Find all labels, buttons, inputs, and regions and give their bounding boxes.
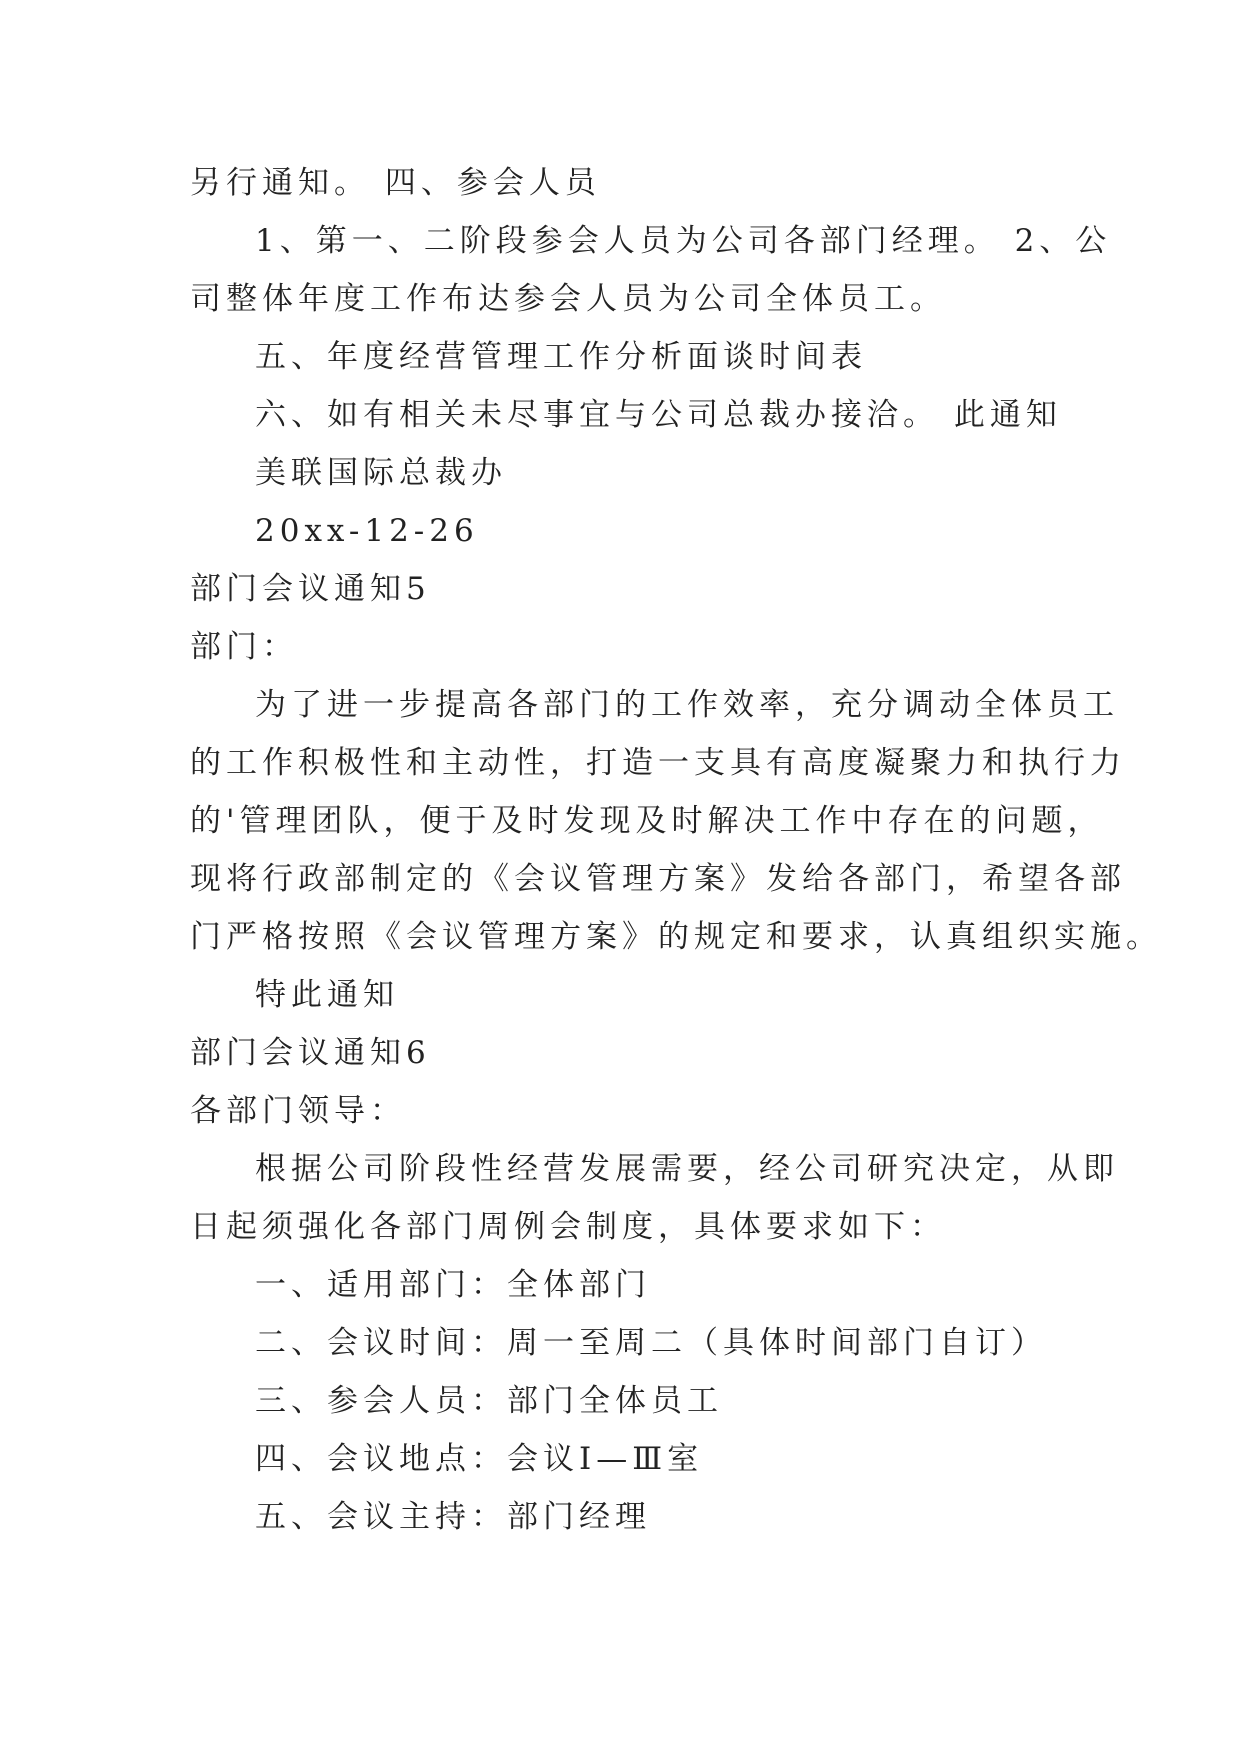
text-line: 现将行政部制定的《会议管理方案》发给各部门，希望各部 <box>190 861 1126 897</box>
text-line: 六、如有相关未尽事宜与公司总裁办接洽。 此通知 <box>255 397 1062 433</box>
list-item: 三、参会人员：部门全体员工 <box>255 1383 723 1419</box>
list-item: 一、适用部门：全体部门 <box>255 1267 651 1303</box>
salutation: 各部门领导： <box>190 1093 406 1129</box>
text-line: 1、第一、二阶段参会人员为公司各部门经理。 2、公 <box>255 223 1112 259</box>
section-title: 部门会议通知6 <box>190 1035 431 1071</box>
text-line: 门严格按照《会议管理方案》的规定和要求，认真组织实施。 <box>190 919 1162 955</box>
text-line: 为了进一步提高各部门的工作效率，充分调动全体员工 <box>255 687 1119 723</box>
text-line: 日起须强化各部门周例会制度，具体要求如下： <box>190 1209 946 1245</box>
text-line: 另行通知。 四、参会人员 <box>190 165 601 201</box>
text-line: 五、年度经营管理工作分析面谈时间表 <box>255 339 867 375</box>
text-line: 司整体年度工作布达参会人员为公司全体员工。 <box>190 281 946 317</box>
list-item: 五、会议主持：部门经理 <box>255 1499 651 1535</box>
section-title: 部门会议通知5 <box>190 571 431 607</box>
text-line: 的'管理团队，便于及时发现及时解决工作中存在的问题， <box>190 803 1104 839</box>
text-line: 根据公司阶段性经营发展需要，经公司研究决定，从即 <box>255 1151 1119 1187</box>
salutation: 部门： <box>190 629 298 665</box>
closing-line: 特此通知 <box>255 977 399 1013</box>
signature-org: 美联国际总裁办 <box>255 455 507 491</box>
list-item: 二、会议时间：周一至周二（具体时间部门自订） <box>255 1325 1047 1361</box>
signature-date: 20xx-12-26 <box>255 513 479 549</box>
list-item: 四、会议地点：会议Ⅰ—Ⅲ室 <box>255 1441 704 1477</box>
text-line: 的工作积极性和主动性，打造一支具有高度凝聚力和执行力 <box>190 745 1126 781</box>
